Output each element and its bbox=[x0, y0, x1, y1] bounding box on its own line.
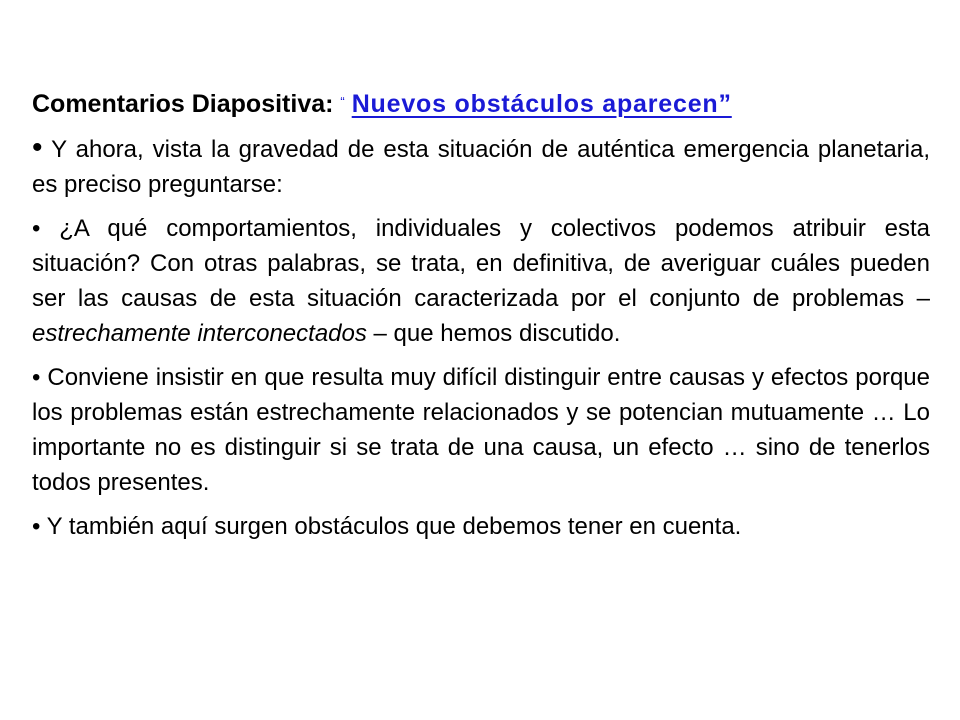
bullet-marker-4: • bbox=[32, 513, 41, 540]
bullet-marker-2: • bbox=[32, 215, 41, 242]
title-label: Comentarios Diapositiva: bbox=[32, 90, 334, 118]
bullet-text-2-italic: estrechamente interconectados bbox=[32, 320, 367, 347]
bullet-text-2a: ¿A qué comportamientos, individuales y colectivos podemos atribuir esta situación? Con otras palabras, se trata, en definitiva, de averiguar cuáles pueden ser las causas de esta situación caracterizada por el conjunto de problemas – bbox=[32, 215, 931, 312]
bullet-text-4: Y también aquí surgen obstáculos que debemos tener en cuenta. bbox=[46, 513, 742, 540]
bullet-paragraph-4 bbox=[32, 509, 930, 544]
title-link[interactable]: Nuevos obstáculos aparecen” bbox=[351, 90, 732, 118]
title-open-quote: “ bbox=[340, 94, 345, 109]
bullet-paragraph-1 bbox=[32, 130, 930, 202]
slide-content bbox=[32, 80, 930, 544]
bullet-paragraph-2 bbox=[32, 211, 930, 351]
bullet-text-2b: – que hemos discutido. bbox=[366, 320, 621, 347]
bullet-text-3: Conviene insistir en que resulta muy difícil distinguir entre causas y efectos porque los problemas están estrechamente relacionados y se potencian mutuamente … Lo importante no es distinguir si se trata de una causa, un efecto … sino de tenerlos todos presentes. bbox=[32, 364, 930, 496]
slide-title bbox=[32, 80, 930, 126]
bullet-text-1: Y ahora, vista la gravedad de esta situación de auténtica emergencia planetaria, es preciso preguntarse: bbox=[32, 136, 930, 198]
bullet-paragraph-3 bbox=[32, 360, 930, 500]
bullet-marker-1: • bbox=[32, 131, 43, 164]
bullet-marker-3: • bbox=[32, 364, 41, 391]
